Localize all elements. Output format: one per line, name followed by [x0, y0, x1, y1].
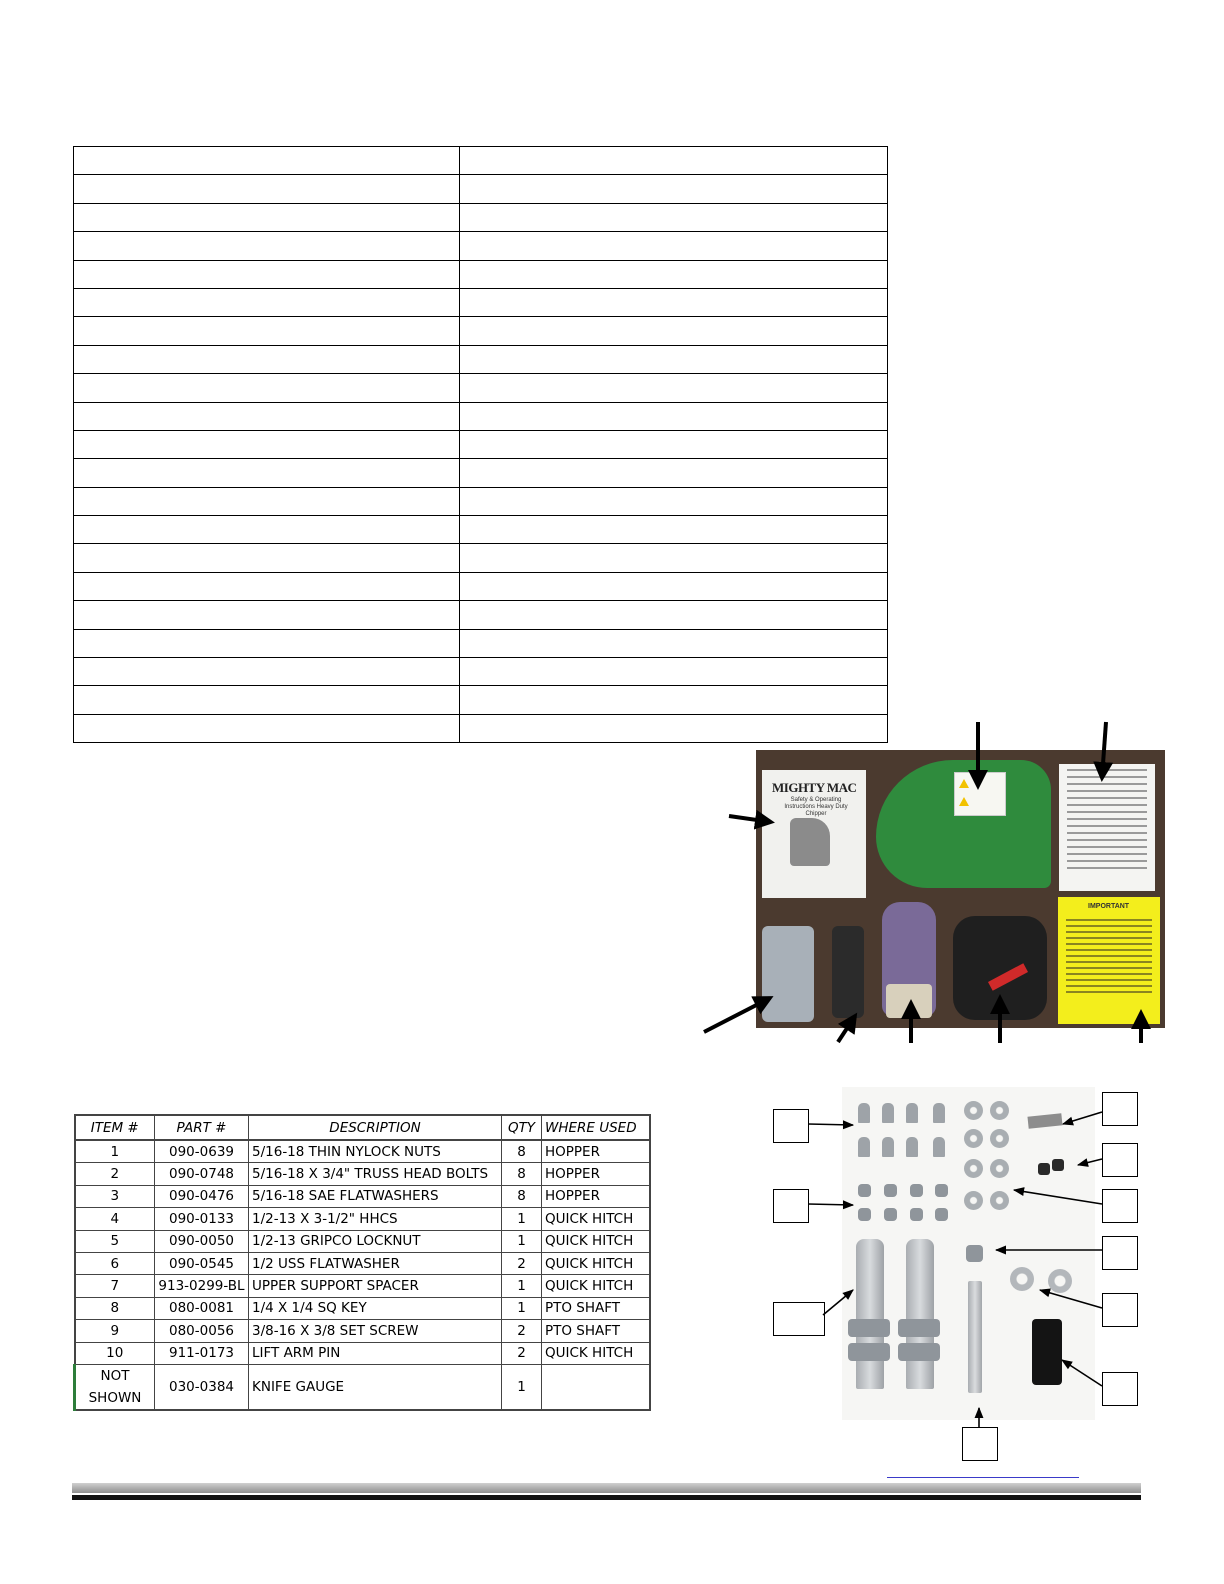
callout-box [773, 1109, 809, 1143]
blank-table-cell [74, 288, 460, 316]
table-row [75, 1320, 650, 1342]
blank-table-cell [460, 487, 888, 515]
cell-qty: 2 [502, 1252, 542, 1274]
cell-qty: 1 [502, 1364, 542, 1410]
blank-table-row [74, 317, 888, 345]
warning-decal [954, 772, 1006, 816]
instruction-sheet [1059, 764, 1155, 891]
blank-table-cell [460, 203, 888, 231]
truss-bolt [882, 1137, 894, 1157]
blank-table-cell [460, 260, 888, 288]
blank-table-row [74, 601, 888, 629]
pin-nut [898, 1343, 940, 1361]
table-row [75, 1163, 650, 1185]
flat-washer [990, 1191, 1009, 1210]
cell-qty: 2 [502, 1342, 542, 1364]
nylock-nut [935, 1208, 948, 1221]
cell-where-used: HOPPER [542, 1185, 650, 1207]
flat-washer [990, 1129, 1009, 1148]
pin-nut [898, 1319, 940, 1337]
cell-qty: 1 [502, 1275, 542, 1297]
blank-table-cell [74, 572, 460, 600]
blank-table-cell [74, 430, 460, 458]
blank-table-cell [74, 374, 460, 402]
blank-table-cell [74, 345, 460, 373]
table-row [75, 1297, 650, 1319]
blank-table-cell [460, 345, 888, 373]
blank-table-row [74, 288, 888, 316]
cell-part: 090-0639 [155, 1140, 249, 1163]
cell-where-used: QUICK HITCH [542, 1208, 650, 1230]
upper-support-spacer [1032, 1319, 1062, 1385]
callout-box [962, 1427, 998, 1461]
blank-table-row [74, 232, 888, 260]
blank-table-cell [74, 658, 460, 686]
header-where-used: WHERE USED [542, 1115, 650, 1140]
blank-table-row [74, 516, 888, 544]
callout-box [773, 1302, 825, 1336]
blank-table-row [74, 686, 888, 714]
manual-chipper-figure [790, 818, 830, 866]
blank-table-row [74, 147, 888, 175]
blank-table-cell [460, 374, 888, 402]
footer-rule-black [72, 1495, 1141, 1500]
nylock-nut [935, 1184, 948, 1197]
cell-qty: 1 [502, 1208, 542, 1230]
cell-qty: 2 [502, 1320, 542, 1342]
cable-bag [953, 916, 1047, 1020]
blank-table-cell [74, 317, 460, 345]
hardware-parts-table [73, 1114, 651, 1411]
table-row [75, 1185, 650, 1207]
truss-bolt [858, 1137, 870, 1157]
blank-table-cell [460, 516, 888, 544]
table-row [75, 1275, 650, 1297]
cell-part: 913-0299-BL [155, 1275, 249, 1297]
cell-qty: 8 [502, 1185, 542, 1207]
table-row [75, 1342, 650, 1364]
nylock-nut [884, 1184, 897, 1197]
nylock-nut [884, 1208, 897, 1221]
cell-where-used: QUICK HITCH [542, 1252, 650, 1274]
uss-flatwasher [1010, 1267, 1034, 1291]
blank-table-row [74, 175, 888, 203]
table-row [75, 1252, 650, 1274]
cell-item: 2 [75, 1163, 155, 1185]
flat-washer [964, 1191, 983, 1210]
blank-table-row [74, 658, 888, 686]
callout-box [1102, 1092, 1138, 1126]
callout-box [1102, 1372, 1138, 1406]
blank-table-cell [74, 260, 460, 288]
blank-table-cell [74, 516, 460, 544]
cell-description: KNIFE GAUGE [249, 1364, 502, 1410]
warning-triangle-icon [959, 797, 969, 806]
hardware-bag [762, 926, 814, 1022]
cell-part: 090-0748 [155, 1163, 249, 1185]
flat-washer [964, 1101, 983, 1120]
blank-table-row [74, 260, 888, 288]
table-row [75, 1208, 650, 1230]
glove-cuff [886, 984, 932, 1018]
blank-table-cell [460, 317, 888, 345]
footer-rule-gray [72, 1483, 1141, 1493]
lift-arm-pin [906, 1239, 934, 1389]
flat-washer [990, 1101, 1009, 1120]
callout-box [1102, 1189, 1138, 1223]
blank-table-row [74, 430, 888, 458]
cell-description: 1/2 USS FLATWASHER [249, 1252, 502, 1274]
blank-table-cell [74, 147, 460, 175]
nylock-nut [910, 1208, 923, 1221]
blank-table-cell [74, 402, 460, 430]
hardware-photo [842, 1087, 1095, 1420]
header-item: ITEM # [75, 1115, 155, 1140]
blank-table-cell [460, 601, 888, 629]
cell-part: 030-0384 [155, 1364, 249, 1410]
cell-where-used: QUICK HITCH [542, 1230, 650, 1252]
cell-where-used: HOPPER [542, 1140, 650, 1163]
blank-table-cell [460, 572, 888, 600]
cell-where-used: QUICK HITCH [542, 1275, 650, 1297]
blank-table-cell [460, 714, 888, 742]
owners-manual [762, 770, 866, 898]
blank-table-cell [74, 232, 460, 260]
truss-bolt [858, 1103, 870, 1123]
header-qty: QTY [502, 1115, 542, 1140]
cell-description: 3/8-16 X 3/8 SET SCREW [249, 1320, 502, 1342]
warning-triangle-icon [959, 779, 969, 788]
cell-description: 5/16-18 SAE FLATWASHERS [249, 1185, 502, 1207]
flat-washer [990, 1159, 1009, 1178]
blank-table-row [74, 714, 888, 742]
blank-table-row [74, 629, 888, 657]
blank-table-cell [460, 288, 888, 316]
blank-table-cell [460, 430, 888, 458]
lift-arm-pin [856, 1239, 884, 1389]
blank-table-cell [460, 402, 888, 430]
blank-table-cell [460, 658, 888, 686]
blank-table-cell [460, 629, 888, 657]
cell-item: 6 [75, 1252, 155, 1274]
blank-table-cell [74, 714, 460, 742]
blank-table-body [74, 147, 888, 743]
cell-item: 1 [75, 1140, 155, 1163]
blank-table-cell [460, 459, 888, 487]
nylock-nut [858, 1208, 871, 1221]
cell-qty: 8 [502, 1140, 542, 1163]
cell-part: 090-0476 [155, 1185, 249, 1207]
cell-where-used: QUICK HITCH [542, 1342, 650, 1364]
blank-table-cell [74, 459, 460, 487]
cell-description: LIFT ARM PIN [249, 1342, 502, 1364]
blank-table-row [74, 345, 888, 373]
cell-part: 080-0056 [155, 1320, 249, 1342]
blank-table-cell [74, 544, 460, 572]
parts-table-header [75, 1115, 650, 1140]
blank-table-cell [460, 544, 888, 572]
cell-item: 3 [75, 1185, 155, 1207]
cell-item: 4 [75, 1208, 155, 1230]
small-parts-bag [832, 926, 864, 1018]
header-description: DESCRIPTION [249, 1115, 502, 1140]
blank-table-cell [74, 601, 460, 629]
blank-table-cell [460, 147, 888, 175]
table-row [75, 1140, 650, 1163]
truss-bolt [933, 1103, 945, 1123]
parts-table-body [75, 1140, 650, 1364]
blank-table-row [74, 402, 888, 430]
cell-where-used: PTO SHAFT [542, 1320, 650, 1342]
blank-table-row [74, 374, 888, 402]
manual-title: MIGHTY MAC [772, 780, 857, 795]
blank-table-cell [460, 175, 888, 203]
blank-table-cell [74, 686, 460, 714]
pin-nut [848, 1343, 890, 1361]
blank-table-cell [460, 232, 888, 260]
cell-part: 090-0050 [155, 1230, 249, 1252]
cell-item: 10 [75, 1342, 155, 1364]
cell-qty: 1 [502, 1230, 542, 1252]
cell-description: 1/2-13 GRIPCO LOCKNUT [249, 1230, 502, 1252]
cell-where-used [542, 1364, 650, 1410]
cell-description: 1/4 X 1/4 SQ KEY [249, 1297, 502, 1319]
cell-part: 090-0133 [155, 1208, 249, 1230]
cell-description: 5/16-18 X 3/4" TRUSS HEAD BOLTS [249, 1163, 502, 1185]
callout-box [1102, 1143, 1138, 1177]
set-screw [1052, 1159, 1064, 1171]
important-yellow-sheet [1058, 897, 1160, 1024]
cell-item: 7 [75, 1275, 155, 1297]
blank-table-cell [460, 686, 888, 714]
pin-nut [848, 1319, 890, 1337]
blank-table-row [74, 572, 888, 600]
manual-subtitle: Safety & Operating Instructions Heavy Duty Chipper [784, 797, 848, 817]
gripco-locknut [966, 1245, 983, 1262]
cell-part: 080-0081 [155, 1297, 249, 1319]
yellow-sheet-title: IMPORTANT [1088, 903, 1130, 910]
footer-link-underline[interactable] [887, 1477, 1079, 1478]
cell-where-used: HOPPER [542, 1163, 650, 1185]
uss-flatwasher [1048, 1269, 1072, 1293]
cell-description: UPPER SUPPORT SPACER [249, 1275, 502, 1297]
blank-table-cell [74, 175, 460, 203]
cell-item: 5 [75, 1230, 155, 1252]
blank-table-row [74, 459, 888, 487]
nylock-nut [910, 1184, 923, 1197]
callout-box [1102, 1236, 1138, 1270]
blank-table-row [74, 203, 888, 231]
truss-bolt [882, 1103, 894, 1123]
header-part: PART # [155, 1115, 249, 1140]
cell-qty: 1 [502, 1297, 542, 1319]
cell-qty: 8 [502, 1163, 542, 1185]
flat-washer [964, 1159, 983, 1178]
cell-part: 911-0173 [155, 1342, 249, 1364]
cell-part: 090-0545 [155, 1252, 249, 1274]
cell-item: 8 [75, 1297, 155, 1319]
table-row-not-shown [75, 1364, 650, 1410]
blank-table-row [74, 544, 888, 572]
nylock-nut [858, 1184, 871, 1197]
set-screw [1038, 1163, 1050, 1175]
callout-box [1102, 1293, 1138, 1327]
callout-box [773, 1189, 809, 1223]
square-key [1027, 1113, 1062, 1128]
cell-description: 5/16-18 THIN NYLOCK NUTS [249, 1140, 502, 1163]
blank-contents-table [73, 146, 888, 743]
cell-item: NOT SHOWN [75, 1364, 155, 1410]
blank-table-cell [74, 487, 460, 515]
kit-contents-photo [756, 750, 1165, 1028]
flat-washer [964, 1129, 983, 1148]
cell-item: 9 [75, 1320, 155, 1342]
blank-table-row [74, 487, 888, 515]
cell-description: 1/2-13 X 3-1/2" HHCS [249, 1208, 502, 1230]
truss-bolt [906, 1137, 918, 1157]
truss-bolt [906, 1103, 918, 1123]
blank-table-cell [74, 203, 460, 231]
cell-where-used: PTO SHAFT [542, 1297, 650, 1319]
table-row [75, 1230, 650, 1252]
hhcs-bolt [968, 1281, 982, 1393]
blank-table-cell [74, 629, 460, 657]
truss-bolt [933, 1137, 945, 1157]
